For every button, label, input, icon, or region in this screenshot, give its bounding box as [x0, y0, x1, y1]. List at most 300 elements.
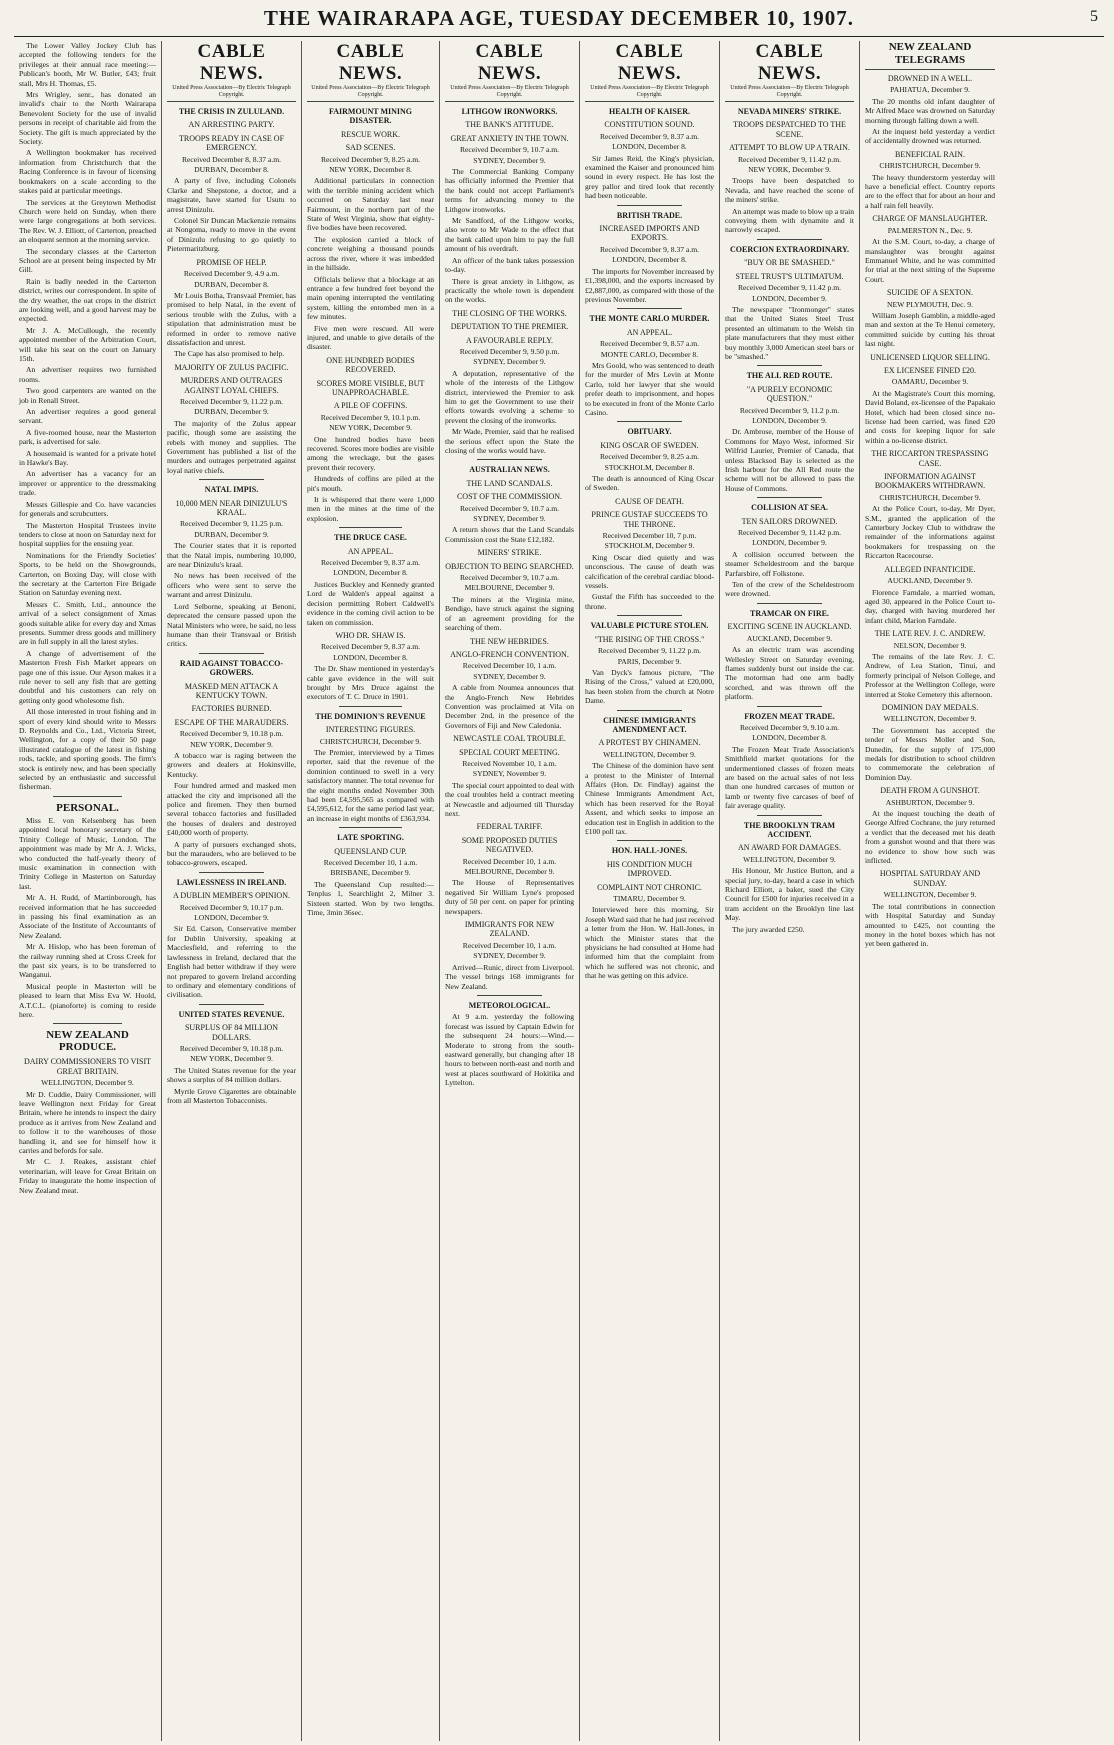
section-subheading: CHARGE OF MANSLAUGHTER. [872, 214, 988, 224]
section-subheading: DAIRY COMMISSIONERS TO VISIT GREAT BRITAIN. [23, 1057, 152, 1076]
section-heading: COLLISION AT SEA. [751, 503, 828, 513]
place-dateline: NEW YORK, December 8. [329, 165, 412, 175]
place-dateline: BRISBANE, December 9. [330, 868, 411, 878]
paragraph: As an electric tram was ascending Wellesley Street on Saturday evening, flames suddenly burst out inside the car. The motorman had one arm badly scorched, and was thrown off the platform. [725, 645, 854, 702]
section-subheading: FEDERAL TARIFF. [476, 822, 543, 832]
received-dateline: Received December 9, 8.25 a.m. [320, 154, 421, 164]
received-dateline: Received December 9, 11.22 p.m. [179, 396, 284, 406]
place-dateline: MELBOURNE, December 9. [464, 867, 555, 877]
column-7 [860, 41, 1000, 1741]
paragraph: Ten of the crew of the Scheldestroom were drowned. [725, 580, 854, 599]
paragraph: A change of advertisement of the Masterton Fresh Fish Market appears on page one of this issue. Our Ayson makes it a rule never to sell any fish that are getting doubtful and his customers can rely on getting only good wholesome fish. [19, 648, 156, 705]
section-subheading: EXCITING SCENE IN AUCKLAND. [727, 622, 852, 632]
cable-news-header [167, 41, 296, 102]
section-heading: AUSTRALIAN NEWS. [469, 465, 550, 475]
place-dateline: SYDNEY, December 9. [473, 155, 546, 165]
paragraph: The miners at the Virginia mine, Bendigo, have struck against the signing of an agreement providing for the searching of them. [445, 594, 574, 633]
masthead [14, 6, 1104, 37]
place-dateline: SYDNEY, December 9. [473, 671, 546, 681]
divider [199, 872, 264, 873]
cable-news-assoc: United Press Association—By Electric Telegraph Copyright. [172, 85, 291, 98]
paragraph: Colonel Sir Duncan Mackenzie remains at Nongoma, ready to move in the event of Dinizulu refusing to go quietly to Pietermaritzburg. [167, 216, 296, 254]
place-dateline: LONDON, December 8. [333, 652, 408, 662]
place-dateline: LONDON, December 9. [752, 538, 827, 548]
received-dateline: Received December 9, 10.18 p.m. [179, 1043, 284, 1053]
paragraph: Hundreds of coffins are piled at the pit's mouth. [307, 474, 434, 493]
received-dateline: Received December 9, 11.42 p.m. [737, 154, 842, 164]
section-subheading: INFORMATION AGAINST BOOKMAKERS WITHDRAWN. [874, 472, 986, 491]
section-heading: PERSONAL. [56, 801, 119, 814]
paragraph: All those interested in trout fishing and in sport of every kind should write to Messrs D. Reynolds and Co., Ltd., Victoria Street, Wellington, for a copy of their 50 page illustrated catalogue of the latest in fishing rods, tackle, and sporting goods. The firm's stock is entirely new, and has been specially selected by an enthusiastic and successful fisherman. [19, 707, 156, 792]
section-heading: NATAL IMPIS. [204, 485, 259, 495]
section-subheading: QUEENSLAND CUP. [334, 846, 407, 856]
paragraph: Miss E. von Kelsenberg has been appointed local honorary secretary of the Trinity College of Music, London. The appointment was made by Mr A. J. Wicks, who conducted the half-yearly theory of music examination in connection with Trinity College in Masterton on Saturday last. [19, 815, 156, 891]
section-subheading: HIS CONDITION MUCH IMPROVED. [606, 859, 693, 879]
section-subheading: KING OSCAR OF SWEDEN. [600, 440, 699, 450]
place-dateline: PAHIATUA, December 9. [890, 85, 970, 95]
section-subheading: SCORES MORE VISIBLE, BUT UNAPPROACHABLE. [316, 378, 425, 397]
place-dateline: DURBAN, December 8. [194, 279, 269, 289]
cable-news-title: CABLE NEWS. [475, 41, 544, 84]
section-subheading: A DUBLIN MEMBER'S OPINION. [172, 891, 290, 901]
paragraph: William Joseph Gamblin, a middle-aged man and sexton at the Te Henui cemetery, committed suicide by cutting his throat last night. [865, 310, 995, 349]
paragraph: The special court appointed to deal with the coal troubles held a contract meeting at Newcastle and adjourned till Thursday next. [445, 780, 574, 818]
divider [339, 827, 403, 828]
received-dateline: Received December 9, 8.37 a.m. [599, 244, 700, 254]
section-subheading: PRINCE GUSTAF SUCCEEDS TO THE THRONE. [591, 510, 708, 529]
paragraph: Mr C. J. Reakes, assistant chief veterinarian, will leave for Great Britain on Friday to inaugurate the home inspection of New Zealand meat. [19, 1157, 156, 1195]
section-heading: OBITUARY. [627, 427, 672, 437]
paragraph: Mr Wade, Premier, said that he realised the serious effect upon the State the closing of the works would have. [445, 427, 574, 455]
section-subheading: "BUY OR BE SMASHED." [744, 258, 835, 268]
paragraph: Troops have been despatched to Nevada, and have reached the scene of the miners' strike. [725, 176, 854, 205]
paragraph: Arrived—Runic, direct from Liverpool. The vessel brings 168 immigrants for New Zealand. [445, 962, 574, 991]
paragraph: The heavy thunderstorm yesterday will have a beneficial effect. Country reports are to the effect that for about an hour and a half rain fell heavily. [865, 172, 995, 210]
section-subheading: SAD SCENES. [345, 143, 396, 153]
paragraph: The Frozen Meat Trade Association's Smithfield market quotations for the undermentioned classes of frozen meats are based on the actual sales of not less than one hundred carcases of mutton or lamb or twenty five carcases of beef of fair average quality. [725, 744, 854, 811]
paragraph: A collision occurred between the steamer Scheldestroom and the barque Parfarsbire, off Folkstone. [725, 549, 854, 578]
paragraph: The Queensland Cup resulted:—Tenplus 1, Searchlight 2, Milner 3. Sixteen started. Won by two lengths. Time, 3min 36sec. [307, 879, 434, 918]
section-heading: THE BROOKLYN TRAM ACCIDENT. [743, 820, 836, 839]
paragraph: A party of pursuers exchanged shots, but the marauders, who are believed to be tobacco-growers, escaped. [167, 839, 296, 868]
divider [477, 459, 542, 460]
section-heading: COERCION EXTRAORDINARY. [730, 244, 849, 254]
place-dateline: WELLINGTON, December 9. [883, 714, 977, 724]
place-dateline: WELLINGTON, December 9. [883, 890, 977, 900]
divider [617, 308, 682, 309]
column-4 [440, 41, 580, 1741]
paragraph: An attempt was made to blow up a train conveying them with dynamite and it narrowly escaped. [725, 206, 854, 235]
paragraph: The House of Representatives negatived Sir William Lyne's proposed duty of 50 per cent. on paper for printing newspapers. [445, 878, 574, 916]
section-subheading: BENEFICIAL RAIN. [895, 149, 965, 159]
place-dateline: MELBOURNE, December 9. [464, 583, 555, 593]
section-subheading: THE LATE REV. J. C. ANDREW. [874, 629, 986, 639]
paragraph: The Lower Valley Jockey Club has accepted the following tenders for the privileges at their annual race meeting:—Publican's booth, Mr W. Butler, £43; fruit stall, Mrs H. Thomas, £5. [19, 41, 156, 88]
section-subheading: STEEL TRUST'S ULTIMATUM. [735, 271, 844, 281]
received-dateline: Received December 9, 11.2 p.m. [739, 405, 840, 415]
received-dateline: Received December 9, 8.37 a.m. [320, 642, 421, 652]
divider [199, 653, 264, 654]
paragraph: A party of five, including Colonels Clarke and Shepstone, a doctor, and a magistrate, have started for Usutu to arrest Dinizulu. [167, 176, 296, 214]
section-heading: THE CRISIS IN ZULULAND. [178, 107, 285, 116]
page-number: 5 [1090, 8, 1098, 25]
paragraph: Musical people in Masterton will be pleased to learn that Miss Eva W. Hoold, A.T.C.L. (pianoforte) is coming to reside here. [19, 981, 156, 1019]
place-dateline: STOCKHOLM, December 9. [604, 541, 695, 551]
received-dateline: Received December 9, 9.50 p.m. [459, 346, 560, 356]
section-subheading: DOMINION DAY MEDALS. [881, 702, 979, 712]
place-dateline: NEW YORK, December 9. [329, 423, 412, 433]
section-subheading: "A PURELY ECONOMIC QUESTION." [746, 384, 833, 404]
paragraph: A deputation, representative of the whole of the interests of the Lithgow district, interviewed the Premier to ask him to get the Government to use their efforts towards evolving a scheme to prevent the closing of the ironworks. [445, 368, 574, 425]
paragraph: The services at the Greytown Methodist Church were held on Sunday, when there were large congregations at both services. The Rev. W. J. Elliott, of Carterton, preached an eloquent sermon at the morning service. [19, 197, 157, 245]
section-subheading: TROOPS DESPATCHED TO THE SCENE. [733, 120, 846, 139]
divider [477, 995, 542, 996]
section-heading: NEVADA MINERS' STRIKE. [737, 107, 842, 116]
received-dateline: Received December 9, 10.7 a.m. [459, 503, 560, 513]
divider [339, 706, 403, 707]
masthead-title: THE WAIRARAPA AGE, TUESDAY DECEMBER 10, 1907. [263, 6, 855, 30]
place-dateline: LONDON, December 9. [752, 415, 827, 425]
divider [53, 1023, 122, 1024]
section-subheading: MINERS' STRIKE. [477, 548, 542, 558]
paragraph: The explosion carried a block of concrete weighing a thousand pounds across the river, where it was imbedded in the hillside. [307, 234, 434, 273]
section-subheading: AN ARRESTING PARTY. [188, 120, 275, 130]
place-dateline: LONDON, December 8. [333, 568, 408, 578]
place-dateline: DURBAN, December 9. [194, 529, 269, 539]
received-dateline: Received December 9, 4.9 a.m. [183, 269, 280, 279]
section-subheading: INCREASED IMPORTS AND EXPORTS. [599, 224, 700, 243]
paragraph: A Wellington bookmaker has received information from Christchurch that the Racing Conference is in favour of licensing bookmakers on a scale according to the stakes paid at particular meetings. [19, 148, 156, 196]
section-subheading: IMMIGRANTS FOR NEW ZEALAND. [464, 920, 555, 939]
paragraph: Interviewed here this morning, Sir Joseph Ward said that he had just received a letter from the Hon. W. Hall-Jones, in which the Minister states that the physicians he had consulted at Home had informed him that the complaint from which he suffered was not chronic, and that he was getting on this advice. [585, 905, 714, 981]
section-heading: LATE SPORTING. [337, 833, 404, 843]
section-subheading: GREAT ANXIETY IN THE TOWN. [450, 133, 569, 143]
received-dateline: Received December 10, 1 a.m. [462, 856, 557, 866]
section-subheading: A PILE OF COFFINS. [333, 401, 408, 411]
place-dateline: AUCKLAND, December 9. [746, 633, 833, 643]
place-dateline: OAMARU, December 9. [891, 377, 969, 387]
paragraph: There is great anxiety in Lithgow, as practically the whole town is dependent on the works. [445, 276, 574, 305]
divider [617, 615, 682, 616]
place-dateline: SYDNEY, November 9. [472, 769, 547, 779]
section-subheading: 10,000 MEN NEAR DINIZULU'S KRAAL. [175, 498, 288, 518]
place-dateline: SYDNEY, December 9. [473, 951, 546, 961]
paragraph: It is whispered that there were 1,000 men in the mines at the time of the explosion. [307, 495, 434, 523]
paragraph: Rain is badly needed in the Carterton district, writes our correspondent. In spite of the dry weather, the oat crops in the district are looking well, and a good harvest may be expected. [19, 276, 156, 324]
place-dateline: NELSON, December 9. [893, 640, 967, 650]
section-subheading: WHO DR. SHAW IS. [335, 630, 406, 640]
paragraph: Five men were rescued. All were injured, and unable to give details of the disaster. [307, 323, 434, 352]
received-dateline: Received December 9, 10.1 p.m. [320, 412, 421, 422]
section-subheading: AN APPEAL. [347, 546, 394, 556]
cable-news-assoc: United Press Association—By Electric Telegraph Copyright. [311, 85, 430, 98]
divider [617, 840, 682, 841]
section-subheading: FACTORIES BURNED. [191, 704, 272, 714]
paragraph: The Cape has also promised to help. [174, 349, 285, 359]
paragraph: Messrs Gillespie and Co. have vacancies for generals and scrubcutters. [19, 499, 156, 519]
section-heading: NEW ZEALAND PRODUCE. [46, 1029, 129, 1054]
cable-news-header [307, 41, 434, 102]
paragraph: No news has been received of the officers who were sent to serve the warrant and arrest Dinizulu. [167, 571, 296, 600]
place-dateline: TIMARU, December 9. [613, 894, 686, 904]
section-heading: LAWLESSNESS IN IRELAND. [176, 877, 287, 887]
section-heading: LITHGOW IRONWORKS. [461, 107, 558, 116]
section-subheading: COST OF THE COMMISSION. [456, 492, 563, 502]
section-subheading: AN APPEAL. [626, 327, 673, 337]
divider [199, 479, 264, 480]
paragraph: At the inquest touching the death of George Alfred Cochrane, the jury returned a verdict that the deceased met his death from a gunshot wound and that there was no evidence to show how such was inflicted. [865, 809, 995, 866]
section-heading: METEOROLOGICAL. [468, 1000, 551, 1010]
paragraph: Four hundred armed and masked men attacked the city and imprisoned all the police and firemen. They then burned several tobacco factories and fusilladed the houses of dealers and destroyed £40,000 worth of property. [167, 781, 296, 838]
columns [14, 41, 1104, 1741]
received-dateline: Received December 9, 10.7 a.m. [459, 145, 560, 155]
column-3 [302, 41, 440, 1741]
paragraph: Lord Selborne, speaking at Benoni, deprecated the censure passed upon the Natal Ministers who were, he said, no less humane than their Transvaal or British critics. [167, 601, 296, 649]
section-heading: VALUABLE PICTURE STOLEN. [590, 621, 709, 631]
section-subheading: THE LAND SCANDALS. [466, 478, 553, 488]
section-heading: THE ALL RED ROUTE. [746, 371, 833, 381]
section-subheading: MASKED MEN ATTACK A KENTUCKY TOWN. [184, 681, 279, 700]
section-subheading: THE CLOSING OF THE WORKS. [452, 308, 567, 318]
received-dateline: Received December 9, 9.10 a.m. [739, 722, 840, 732]
paragraph: At 9 a.m. yesterday the following forecast was issued by Captain Edwin for the subsequent 24 hours:—Wind.—Moderate to strong from the south-eastward generally, but changing after 18 hours to between north-east and north and west at places southward of Hokitika and Lyttelton. [445, 1012, 574, 1088]
divider [617, 421, 682, 422]
paragraph: The total contributions in connection with Hospital Saturday and Sunday amounted to £425, not counting the money in the hotel boxes which has not yet been gathered in. [865, 901, 995, 949]
place-dateline: PARIS, December 9. [617, 656, 682, 666]
paragraph: A return shows that the Land Scandals Commission cost the State £12,182. [445, 525, 574, 544]
paragraph: The death is announced of King Oscar of Sweden. [585, 474, 714, 493]
section-subheading: EX LICENSEE FINED £20. [884, 365, 976, 375]
section-subheading: SPECIAL COURT MEETING. [459, 747, 560, 757]
section-subheading: SOME PROPOSED DUTIES NEGATIVED. [461, 835, 558, 855]
section-subheading: TROOPS READY IN CASE OF EMERGENCY. [178, 133, 285, 153]
place-dateline: AUCKLAND, December 9. [887, 576, 973, 586]
column-5 [580, 41, 720, 1741]
paragraph: An advertiser requires a good general servant. [19, 407, 156, 426]
paragraph: The United States revenue for the year shows a surplus of 84 million dollars. [167, 1065, 296, 1085]
column-6 [720, 41, 860, 1741]
section-subheading: THE BANK'S ATTITUDE. [465, 120, 554, 130]
section-subheading: A PROTEST BY CHINAMEN. [598, 738, 701, 748]
paragraph: Officials believe that a blockage at an entrance a few hundred feet beyond the main opening interrupted the ventilating system, killing the entombed men in a few minutes. [307, 274, 434, 322]
section-subheading: TEN SAILORS DROWNED. [741, 516, 838, 526]
place-dateline: LONDON, December 9. [194, 913, 269, 923]
paragraph: An advertiser has a vacancy for an improver or apprentice to the dressmaking trade. [19, 469, 156, 498]
place-dateline: WELLINGTON, December 9. [603, 749, 696, 759]
divider [339, 527, 403, 528]
paragraph: The jury awarded £250. [732, 924, 805, 934]
paragraph: The majority of the Zulus appear pacific, though some are assisting the rebels with money and supplies. The Government has published a list of the murders and outrages perpetrated against loyal native chiefs. [167, 418, 296, 475]
section-subheading: A FAVOURABLE REPLY. [466, 335, 553, 345]
paragraph: A cable from Noumea announces that the Anglo-French New Hebrides Convention was proclaimed at Vila on December 2nd, in the presence of the Governors of Fiji and New Caledonia. [445, 683, 574, 730]
paragraph: His Honour, Mr Justice Button, and a special jury, to-day, heard a case in which Richard Elliott, a baker, sued the City Council for £500 for injuries received in a tram accident on the Brooklyn line last May. [725, 866, 854, 923]
paragraph: Nominations for the Friendly Societies' Sports, to be held on the Showgrounds, Carterton, on Boxing Day, will close with the secretary at the Carterton Fire Brigade Station on Saturday evening next. [19, 550, 156, 598]
paragraph: Gustaf the Fifth has succeeded to the throne. [585, 592, 714, 611]
paragraph: The newspaper "Ironmonger" states that the United States Steel Trust presented an ultimatum to the Welsh tin plate manufacturers that they must either buy monthly 3,000 American steel bars or be "smashed." [725, 304, 854, 361]
paragraph: The Premier, interviewed by a Times reporter, said that the revenue of the dominion continued to swell in a very satisfactory manner. The total revenue for the eight months ended November 30th had been £4,595,565 as compared with £4,595,612, for the same period last year, an increase in eight months of £363,934. [307, 747, 434, 823]
paragraph: King Oscar died quietly and was unconscious. The cause of death was calcification of the cerebral cardiac blood-vessels. [585, 552, 714, 591]
section-subheading: NEWCASTLE COAL TROUBLE. [453, 734, 566, 744]
section-subheading: COMPLAINT NOT CHRONIC. [597, 882, 702, 892]
paragraph: A five-roomed house, near the Masterton park, is advertised for sale. [19, 427, 156, 447]
paragraph: Mr Sandford, of the Lithgow works, also wrote to Mr Wade to the effect that the bank called upon him to pay the full amount of his overdraft. [445, 216, 574, 254]
paragraph: Florence Farndale, a married woman, aged 30, appeared in the Police Court to-day, charged with having murdered her infant child, Marion Farndale. [865, 587, 995, 625]
section-heading: THE DRUCE CASE. [334, 533, 407, 543]
paragraph: The Courier states that it is reported that the Natal impis, numbering 10,000, are near Dinizulu's kraal. [167, 541, 296, 570]
divider [757, 706, 822, 707]
paragraph: Messrs C. Smith, Ltd., announce the arrival of a select consignment of Xmas goods suitable alike for every day and Xmas presents. Summer dress goods and millinery are in full supply in all the latest styles. [19, 599, 156, 647]
section-subheading: ESCAPE OF THE MARAUDERS. [174, 717, 289, 727]
received-dateline: Received December 9, 8.37 a.m. [599, 131, 700, 141]
paragraph: The Commercial Banking Company has officially informed the Premier that the bank could not accept Parliament's terms for advancing money to the Lithgow ironworks. [445, 167, 574, 214]
divider [757, 603, 822, 604]
cable-news-title: CABLE NEWS. [336, 41, 405, 84]
section-subheading: INTERESTING FIGURES. [325, 725, 416, 735]
section-subheading: RESCUE WORK. [341, 129, 400, 139]
place-dateline: CHRISTCHURCH, December 9. [879, 492, 981, 502]
section-subheading: DEATH FROM A GUNSHOT. [880, 786, 980, 796]
place-dateline: NEW PLYMOUTH, Dec. 9. [887, 299, 973, 309]
section-subheading: AN AWARD FOR DAMAGES. [738, 843, 841, 853]
paragraph: The Government has accepted the tender of Messrs Moller and Son, Dunedin, for the supply of 175,000 medals for distribution to school children to commemorate the celebration of Dominion Day. [865, 725, 995, 782]
section-subheading: SURPLUS OF 84 MILLION DOLLARS. [184, 1023, 279, 1042]
section-heading: TRAMCAR ON FIRE. [750, 608, 829, 618]
section-subheading: OBJECTION TO BEING SEARCHED. [445, 561, 574, 571]
section-subheading: THE NEW HEBRIDES. [470, 636, 549, 646]
section-subheading: PROMISE OF HELP. [196, 257, 267, 267]
paragraph: The remains of the late Rev. J. C. Andrew, of Lea Station, Tinui, and formerly principal of Nelson College, and Professor at the Wellington College, were interred at Stoke Cemetery this afternoon. [865, 651, 995, 699]
section-heading: BRITISH TRADE. [616, 210, 683, 220]
paragraph: A housemaid is wanted for a private hotel in Hawke's Bay. [19, 448, 156, 468]
section-subheading: DROWNED IN A WELL. [887, 74, 973, 83]
divider [757, 815, 822, 816]
nz-telegrams-heading: NEW ZEALAND TELEGRAMS [865, 41, 995, 70]
section-subheading: ONE HUNDRED BODIES RECOVERED. [326, 355, 415, 375]
cable-news-assoc: United Press Association—By Electric Telegraph Copyright. [590, 85, 709, 98]
place-dateline: STOCKHOLM, December 8. [604, 462, 695, 472]
section-subheading: MAJORITY OF ZULUS PACIFIC. [174, 362, 289, 372]
received-dateline: Received November 10, 1 a.m. [462, 758, 557, 768]
place-dateline: LONDON, December 8. [612, 142, 687, 152]
dateline: WELLINGTON, December 9. [41, 1078, 134, 1088]
cable-news-header [725, 41, 854, 102]
section-subheading: HOSPITAL SATURDAY AND SUNDAY. [879, 869, 981, 888]
cable-news-title: CABLE NEWS. [755, 41, 824, 84]
cable-news-header [445, 41, 574, 102]
section-subheading: ALLEGED INFANTICIDE. [884, 564, 976, 574]
section-heading: HEALTH OF KAISER. [609, 107, 690, 116]
paragraph: Sir Ed. Carson, Conservative member for Dublin University, speaking at Macclesfield, and referring to the lawlessness in Ireland, declared that the English had better withdraw if they were not prepared to govern Ireland according to ordinary and elementary conditions of civilisation. [167, 924, 296, 1000]
section-subheading: UNLICENSED LIQUOR SELLING. [870, 352, 990, 362]
section-subheading: THE RICCARTON TRESPASSING CASE. [871, 449, 989, 468]
personal-paragraphs [19, 816, 156, 1020]
paragraph: The Chinese of the dominion have sent a protest to the Minister of Internal Affairs (Hon. Dr. Findlay) against the Chinese Immigrants Amendment Act, which has been reserved for the Royal Assent, and which seeks to impose an education test in English in addition to the £100 poll tax. [585, 761, 714, 836]
paragraph: Mr D. Cuddie, Dairy Commissioner, will leave Wellington next Friday for Great Britain, where he intends to inspect the dairy produce as it arrives from New Zealand and to follow it to the warehouses of those handling it, and see for himself how it carries and befords for sale. [19, 1089, 156, 1156]
place-dateline: SYDNEY, December 9. [473, 514, 546, 524]
place-dateline: LONDON, December 9. [752, 293, 827, 303]
divider [617, 205, 682, 206]
local-paragraphs [19, 41, 156, 792]
place-dateline: CHRISTCHURCH, December 9. [879, 161, 981, 171]
paragraph: The 20 months old infant daughter of Mr Alfred Mace was drowned on Saturday morning through falling down a well. [865, 96, 995, 125]
divider [757, 497, 822, 498]
paragraph: An officer of the bank takes possession to-day. [445, 255, 574, 275]
place-dateline: WELLINGTON, December 9. [743, 854, 836, 864]
paragraph: The secondary classes at the Carterton School are at present being inspected by Mr Gill. [19, 246, 156, 275]
section-heading: FROZEN MEAT TRADE. [744, 711, 835, 721]
section-heading: THE MONTE CARLO MURDER. [589, 314, 710, 324]
cable-news-title: CABLE NEWS. [197, 41, 266, 84]
received-dateline: Received December 9, 11.25 p.m. [179, 519, 284, 529]
divider [53, 796, 122, 797]
place-dateline: NEW YORK, December 9. [748, 165, 831, 175]
paragraph: The Masterton Hospital Trustees invite tenders to close at noon on Saturday next for hospital supplies for the ensuing year. [19, 520, 156, 549]
place-dateline: DURBAN, December 9. [194, 407, 269, 417]
received-dateline: Received December 10, 1 a.m. [462, 940, 557, 950]
place-dateline: LONDON, December 8. [752, 733, 827, 743]
paragraph: Two good carpenters are wanted on the job in Renall Street. [19, 386, 156, 405]
paragraph: Mr Louis Botha, Transvaal Premier, has promised to help Natal, in the event of serious trouble with the Zulus, with a stipulation that administration must be reformed in order to remove native dissatisfaction and unrest. [167, 290, 296, 347]
section-subheading: CONSTITUTION SOUND. [604, 120, 695, 130]
paragraph: A tobacco war is raging between the growers and dealers at Hokinsville, Kentucky. [167, 750, 296, 779]
received-dateline: Received December 9, 8.25 a.m. [599, 452, 700, 462]
divider [617, 710, 682, 711]
place-dateline: PALMERSTON N., Dec. 9. [887, 225, 973, 235]
received-dateline: Received December 10, 1 a.m. [323, 858, 418, 868]
paragraph: Mr A. H. Rudd, of Martinborough, has received information that he has succeeded in passing his final examination as an Associate of the Institute of Accountants of New Zealand. [19, 893, 156, 940]
section-subheading: SUICIDE OF A SEXTON. [886, 288, 974, 298]
produce-paragraphs [19, 1090, 156, 1195]
cable-news-title: CABLE NEWS. [615, 41, 684, 84]
column-1 [14, 41, 162, 1741]
paragraph: An advertiser requires two furnished rooms. [19, 365, 156, 384]
received-dateline: Received December 9, 11.22 p.m. [597, 646, 702, 656]
received-dateline: Received December 10, 7 p.m. [602, 531, 697, 541]
cable-news-header [585, 41, 714, 102]
paragraph: The imports for November increased by £1,398,000, and the exports increased by £2,887,000, as compared with those of the previous November. [585, 266, 714, 304]
section-heading: CHINESE IMMIGRANTS AMENDMENT ACT. [603, 715, 696, 734]
cable-news-assoc: United Press Association—By Electric Telegraph Copyright. [450, 85, 569, 98]
section-heading: RAID AGAINST TOBACCO-GROWERS. [179, 658, 284, 678]
paragraph: Mr J. A. McCullough, the recently appointed member of the Arbitration Court, will take his seat on the court on January 15th. [19, 325, 156, 363]
received-dateline: Received December 9, 8.37 a.m. [320, 558, 421, 568]
paragraph: Additional particulars in connection with the terrible mining accident which occurred on Saturday last near Fairmount, in the northern part of the State of West Virginia, show that eighty-five bodies have been recovered. [307, 176, 434, 233]
received-dateline: Received December 9, 10.18 p.m. [179, 729, 284, 739]
section-subheading: MURDERS AND OUTRAGES AGAINST LOYAL CHIEFS. [180, 376, 283, 395]
divider [199, 1004, 264, 1005]
section-heading: UNITED STATES REVENUE. [178, 1009, 285, 1019]
paragraph: One hundred bodies have been recovered. Scores more bodies are visible among the wreckage, but the gases prevent their recovery. [307, 434, 434, 472]
paragraph: At the Police Court, to-day, Mr Dyer, S.M., granted the application of the Canterbury Jockey Club to withdraw the remainder of the informations against bookmakers for trespassing on the Riccarton Racecourse. [865, 504, 995, 561]
paragraph: Mrs Goold, who was sentenced to death for the murder of Mrs Levin at Monte Carlo, told her lawyer that she would prefer death to imprisonment, and hopes to be executed in front of the Monte Carlo Casino. [585, 360, 714, 417]
received-dateline: Received December 10, 1 a.m. [462, 661, 557, 671]
paragraph: At the Magistrate's Court this morning, David Boland, ex-licensee of the Papakaio Hotel, which had been closed since no-license had been carried, was fined £20 and costs for keeping liquor for sale within a no-license district. [865, 388, 995, 445]
place-dateline: NEW YORK, December 9. [190, 739, 273, 749]
divider [757, 365, 822, 366]
section-subheading: DEPUTATION TO THE PREMIER. [450, 322, 569, 332]
section-subheading: ANGLO-FRENCH CONVENTION. [450, 649, 569, 659]
paragraph: Van Dyck's famous picture, "The Rising of the Cross," valued at £20,000, has been stolen from the church at Notre Dame. [585, 667, 714, 706]
section-subheading: "THE RISING OF THE CROSS." [594, 634, 705, 644]
section-heading: HON. HALL-JONES. [611, 846, 688, 856]
paragraph: Myrtle Grove Cigarettes are obtainable from all Masterton Tobacconists. [167, 1086, 296, 1105]
section-heading: THE DOMINION'S REVENUE [315, 711, 426, 721]
place-dateline: SYDNEY, December 9. [473, 357, 546, 367]
received-dateline: Received December 9, 10.7 a.m. [459, 573, 560, 583]
section-subheading: ATTEMPT TO BLOW UP A TRAIN. [729, 143, 850, 153]
paragraph: The Dr. Shaw mentioned in yesterday's cable gave evidence in the will suit brought by Mrs Druce against the executors of T. C. Druce in 1901. [307, 664, 434, 702]
place-dateline: MONTE CARLO, December 8. [600, 349, 699, 359]
